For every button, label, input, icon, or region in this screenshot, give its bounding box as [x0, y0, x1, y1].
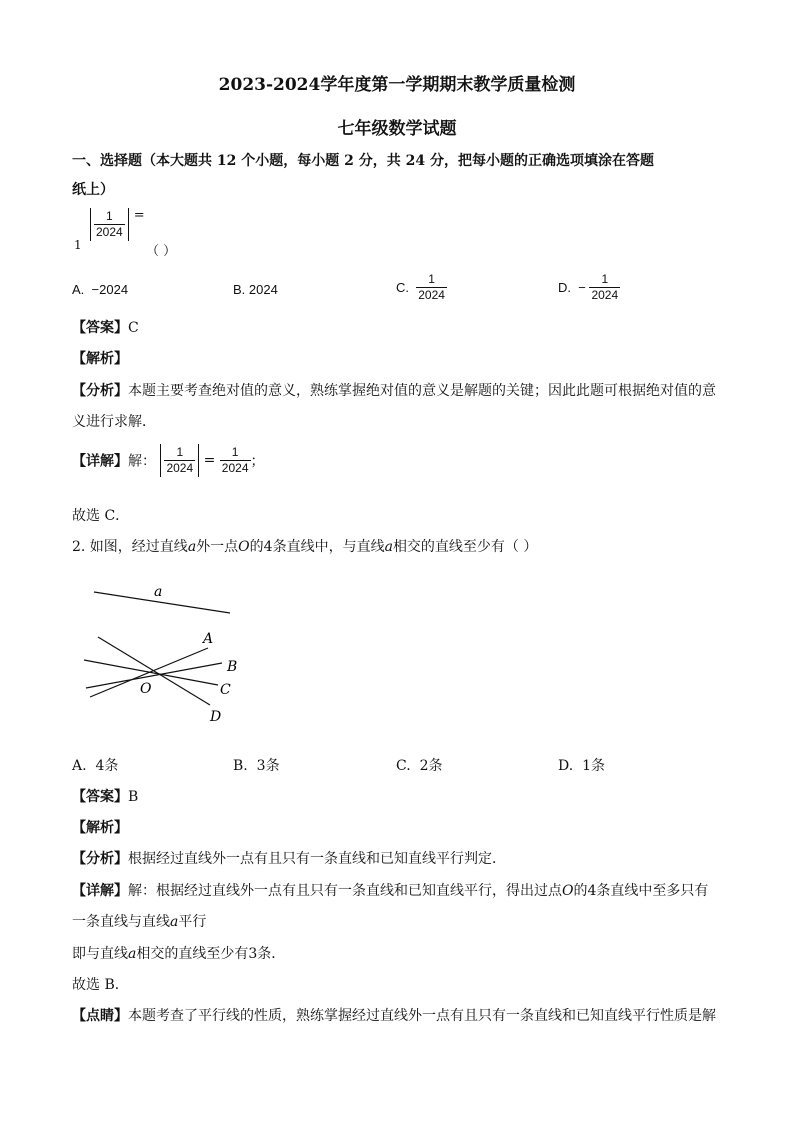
- q1-answer: 【答案】C: [72, 320, 139, 336]
- q1-frac-den: 2024: [96, 225, 123, 239]
- label-a: a: [154, 584, 163, 600]
- q1-option-a: A. −2024: [72, 282, 129, 297]
- q1-analysis-tag: 【解析】: [72, 351, 128, 367]
- q1-paren: （ ）: [146, 244, 177, 259]
- q1-option-b: B. 2024: [233, 282, 278, 297]
- q2-option-a: A. 4条: [72, 758, 119, 774]
- q2-fenxi: 【分析】根据经过直线外一点有且只有一条直线和已知直线平行判定．: [72, 851, 506, 867]
- label-D: D: [210, 709, 222, 725]
- q1-frac-num: 1: [106, 209, 113, 223]
- q1-equals: =: [133, 208, 145, 223]
- section-heading-line1: 一、选择题（本大题共 12 个小题，每小题 2 分，共 24 分，把每小题的正确选项填涂在答题: [72, 153, 654, 169]
- q2-option-c: C. 2条: [396, 758, 443, 774]
- q1-option-c: C. $\frac{1}{2024}$: [396, 272, 445, 302]
- q1-choose: 故选 C．: [72, 508, 130, 524]
- q1-fraction: [94, 209, 125, 240]
- label-A: A: [203, 631, 214, 647]
- line-b: [86, 663, 222, 688]
- q1-fenxi-line2: 义进行求解．: [72, 414, 156, 430]
- q2-dianjing: 【点睛】本题考查了平行线的性质，熟练掌握经过直线外一点有且只有一条直线和已知直线平行性质是解: [72, 1008, 716, 1024]
- q2-analysis-tag: 【解析】: [72, 820, 128, 836]
- q2-figure: [70, 575, 270, 735]
- q1-number: 1: [74, 238, 82, 252]
- q2-detail-line2: 一条直线与直线a平行: [72, 914, 207, 930]
- label-O: O: [140, 681, 152, 697]
- q1-abs-bars: [90, 208, 129, 241]
- q2-stem: 2. 如图，经过直线a外一点O的4条直线中，与直线a相交的直线至少有（ ）: [72, 539, 538, 555]
- q2-detail-line3: 即与直线a相交的直线至少有3条．: [72, 946, 286, 962]
- q1-expression: [90, 208, 145, 241]
- q2-detail-line1: 【详解】解：根据经过直线外一点有且只有一条直线和已知直线平行，得出过点O的4条直线中至多只有: [72, 883, 709, 899]
- q1-fenxi-line1: 【分析】本题主要考查绝对值的意义，熟练掌握绝对值的意义是解题的关键；因此此题可根据绝对值的意: [72, 383, 716, 399]
- label-C: C: [220, 682, 231, 698]
- page-title: 2023-2024学年度第一学期期末教学质量检测: [218, 75, 576, 95]
- label-B: B: [227, 659, 238, 675]
- q1-option-d: D. − $\frac{1}{2024}$: [558, 272, 619, 302]
- q2-choose: 故选 B．: [72, 977, 129, 993]
- page-subtitle: 七年级数学试题: [337, 119, 457, 139]
- q2-answer: 【答案】B: [72, 789, 139, 805]
- section-heading-line2: 纸上）: [72, 182, 114, 198]
- q2-option-b: B. 3条: [233, 758, 280, 774]
- q2-option-d: D. 1条: [558, 758, 606, 774]
- q1-detail: 【详解】解： $\frac{1}{2024}$ = $\frac{1}{2024}$ ；: [72, 445, 265, 475]
